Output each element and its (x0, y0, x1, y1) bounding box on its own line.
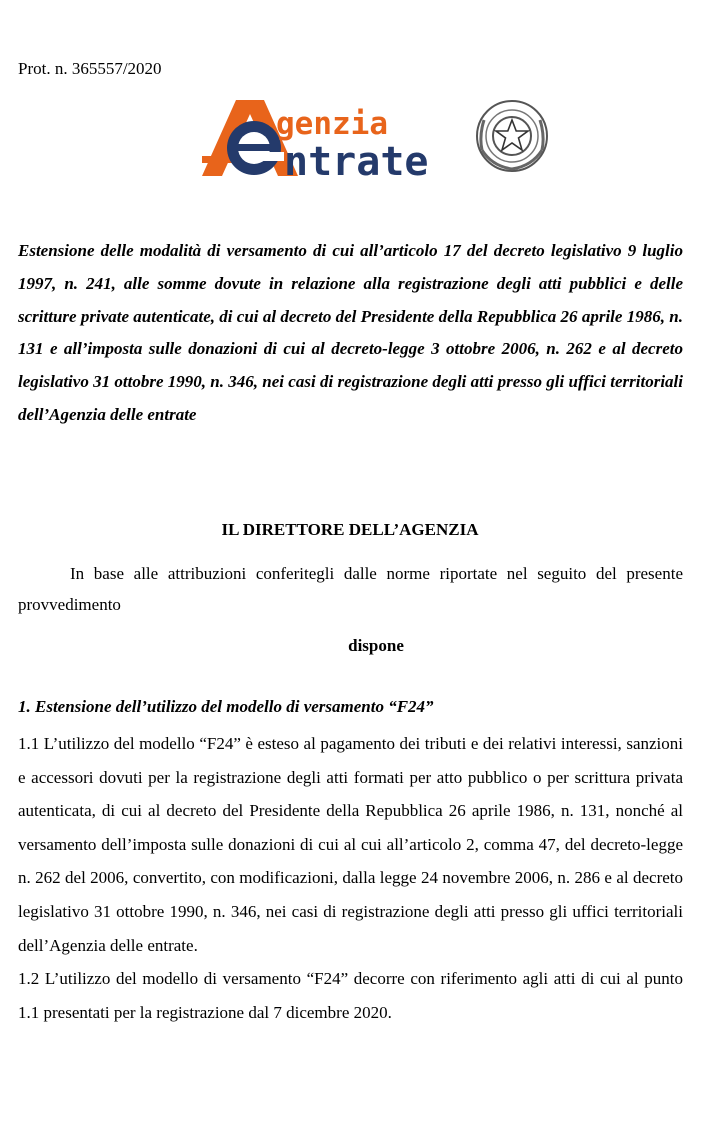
paragraph-1-1: 1.1 L’utilizzo del modello “F24” è esteso al pagamento dei tributi e dei relativi interessi, sanzioni e accessori dovuti per la registrazione degli atti formati per atto pubblico o per scrittura privata autenticata, di cui al decreto del Presidente della Repubblica 26 aprile 1986, n. 131, nonché al versamento dell’imposta sulle donazioni di cui al cui all’articolo 2, comma 47, del decreto-legge n. 262 del 2006, convertito, con modificazioni, dalla legge 24 novembre 2006, n. 286 e al decreto legislativo 31 ottobre 1990, n. 346, nei casi di registrazione degli atti presso gli uffici territoriali dell’Agenzia delle entrate. (18, 734, 683, 955)
protocol-number: Prot. n. 365557/2020 (18, 59, 162, 78)
agenzia-entrate-logo (202, 96, 552, 182)
paragraph-1-2: 1.2 L’utilizzo del modello di versamento “F24” decorre con riferimento agli atti di cui al punto 1.1 presentati per la registrazione dal 7 dicembre 2020. (18, 969, 683, 1022)
logo-word-top: genzia (276, 106, 388, 142)
director-heading: IL DIRETTORE DELL’AGENZIA (221, 520, 479, 539)
logo-word-bottom: ntrate (284, 139, 429, 182)
section-1-title: 1. Estensione dell’utilizzo del modello di versamento “F24” (18, 697, 434, 716)
intro-paragraph: In base alle attribuzioni conferitegli dalle norme riportate nel seguito del presente provvedimento (18, 564, 683, 614)
dispone-heading: dispone (348, 636, 404, 655)
section-1-body (18, 727, 683, 1029)
italian-republic-emblem-icon (477, 101, 547, 171)
document-subject: Estensione delle modalità di versamento di cui all’articolo 17 del decreto legislativo 9 luglio 1997, n. 241, alle somme dovute in relazione alla registrazione degli atti pubblici e delle scritture private autenticate, di cui al decreto del Presidente della Repubblica 26 aprile 1986, n. 131 e all’imposta sulle donazioni di cui al decreto-legge 3 ottobre 2006, n. 262 e al decreto legislativo 31 ottobre 1990, n. 346, nei casi di registrazione degli atti presso gli uffici territoriali dell’Agenzia delle entrate (18, 241, 683, 424)
